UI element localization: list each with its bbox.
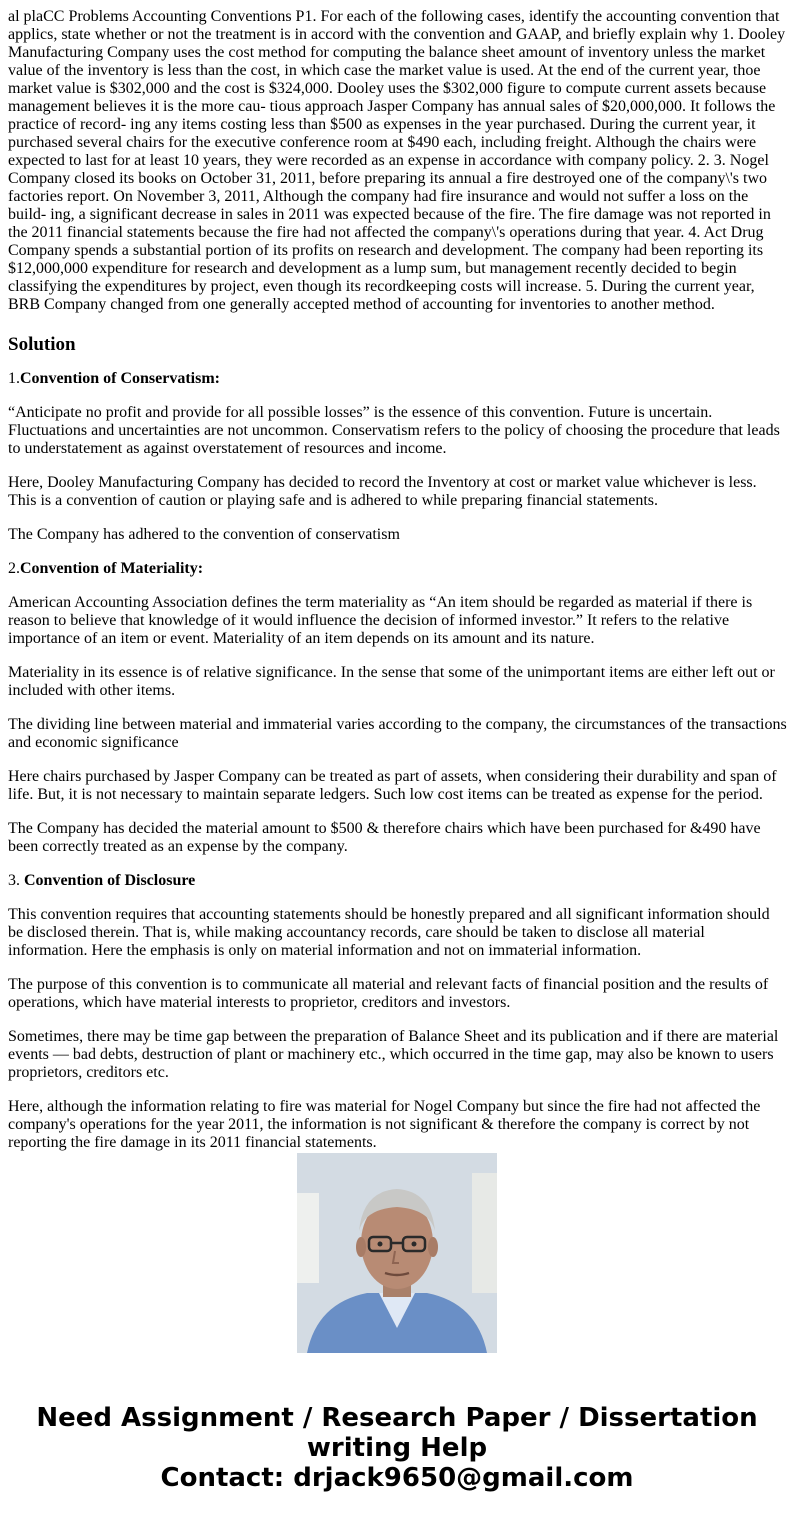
section-number: 3. [8,872,24,889]
paragraph: The purpose of this convention is to communicate all material and relevant facts of financial position and the results of operations, which have material interests to proprietor, creditors and investors. [8,976,769,1011]
paragraph: The Company has adhered to the convention of conservatism [8,526,400,543]
section-title: Convention of Materiality: [20,560,204,577]
paragraph: The Company has decided the material amount to $500 & therefore chairs which have been purchased for &490 have been correctly treated as an expense by the company. [8,820,761,855]
section-number: 1. [8,370,20,387]
promo-contact: Contact: drjack9650@gmail.com [160,1463,634,1493]
article-content [8,8,788,1151]
paragraph: Sometimes, there may be time gap between the preparation of Balance Sheet and its publication and if there are material events — bad debts, destruction of plant or machinery etc., which occurred in the time gap, may also be known to users proprietors, creditors etc. [8,1028,779,1081]
paragraph: This convention requires that accounting statements should be honestly prepared and all significant information should be disclosed therein. That is, while making accountancy records, care should be taken to disclose all material information. Here the emphasis is only on material information and not on immaterial information. [8,906,770,959]
author-portrait-icon [297,1153,497,1353]
section-title: Convention of Conservatism: [20,370,220,387]
section-heading-conservatism [8,370,788,388]
promo-line-2: writing Help [306,1433,488,1463]
paragraph: Materiality in its essence is of relative significance. In the sense that some of the unimportant items are either left out or included with other items. [8,664,775,699]
paragraph: American Accounting Association defines the term materiality as “An item should be regarded as material if there is reason to believe that knowledge of it would influence the decision of informed investor.” It refers to the relative importance of an item or event. Materiality of an item depends on its amount and its nature. [8,594,753,647]
section-heading-materiality [8,560,788,578]
promo-banner [0,1403,794,1493]
paragraph: Here chairs purchased by Jasper Company can be treated as part of assets, when considering their durability and span of life. But, it is not necessary to maintain separate ledgers. Such low cost items can be treated as expense for the period. [8,768,777,803]
paragraph: The dividing line between material and immaterial varies according to the company, the circumstances of the transactions and economic significance [8,716,787,751]
author-photo [297,1153,497,1353]
section-title: Convention of Disclosure [24,872,196,889]
paragraph: Here, Dooley Manufacturing Company has decided to record the Inventory at cost or market value whichever is less. This is a convention of caution or playing safe and is adhered to while preparing financial statements. [8,474,757,509]
section-number: 2. [8,560,20,577]
paragraph: Here, although the information relating to fire was material for Nogel Company but since the fire had not affected the company's operations for the year 2011, the information is not significant & therefore the company is correct by not reporting the fire damage in its 2011 financial statements. [8,1098,761,1151]
promo-line-1: Need Assignment / Research Paper / Dissertation [36,1403,758,1433]
section-heading-disclosure [8,872,788,890]
paragraph: “Anticipate no profit and provide for all possible losses” is the essence of this convention. Future is uncertain. Fluctuations and uncertainties are not uncommon. Conservatism refers to the policy of choosing the procedure that leads to understatement as against overstatement of resources and income. [8,404,780,457]
question-text: al plaCC Problems Accounting Conventions P1. For each of the following cases, identify the accounting convention that applics, state whether or not the treatment is in accord with the convention and GAAP, and briefly explain why 1. Dooley Manufacturing Company uses the cost method for computing the balance sheet amount of inventory unless the market value of the inventory is less than the cost, in which case the market value is used. At the end of the current year, thoe market value is $302,000 and the cost is $324,000. Dooley uses the $302,000 figure to compute current assets because management believes it is the more cau- tious approach Jasper Company has annual sales of $20,000,000. It follows the practice of record- ing any items costing less than $500 as expenses in the year purchased. During the current year, it purchased several chairs for the executive conference room at $490 each, including freight. Although the chairs were expected to last for at least 10 years, they were recorded as an expense in accordance with company policy. 2. 3. Nogel Company closed its books on October 31, 2011, before preparing its annual a fire destroyed one of the company\'s two factories report. On November 3, 2011, Although the company had fire insurance and would not suffer a loss on the build- ing, a significant decrease in sales in 2011 was expected because of the fire. The fire damage was not reported in the 2011 financial statements because the fire had not affected the company\'s operations during that year. 4. Act Drug Company spends a substantial portion of its profits on research and development. The company had been reporting its $12,000,000 expenditure for research and development as a lump sum, but management recently decided to begin classifying the expenditures by project, even though its recordkeeping costs will increase. 5. During the current year, BRB Company changed from one generally accepted method of accounting for inventories to another method. [8,8,786,313]
solution-heading: Solution [8,334,76,355]
